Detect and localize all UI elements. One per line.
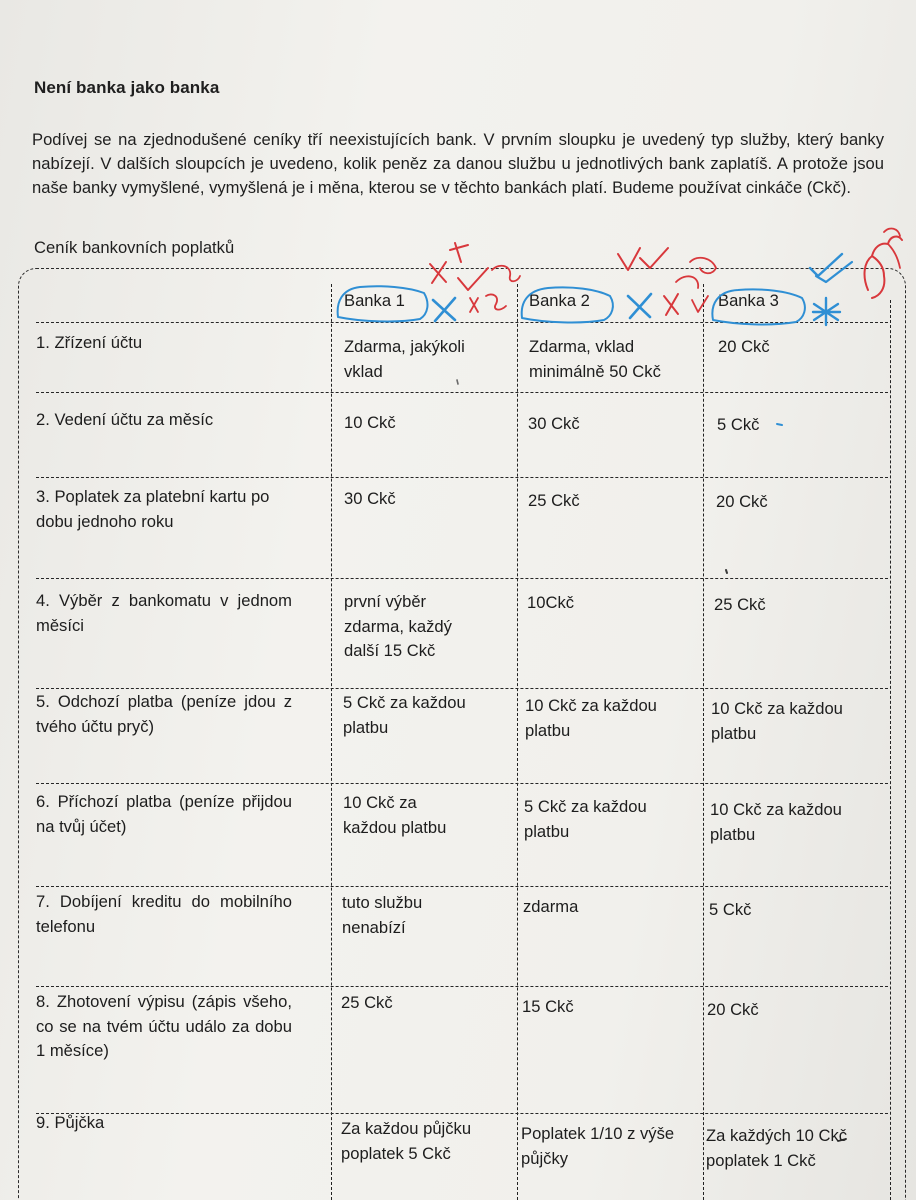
bank-2-fee: 10 Ckč za každou platbu — [525, 696, 657, 740]
service-name: Výběr z bankomatu v jednom měsíci — [36, 591, 292, 635]
bank-3-fee: 20 Ckč — [707, 1000, 759, 1019]
service-name: Zhotovení výpisu (zápis všeho, co se na tvém účtu událo za dobu 1 měsíce) — [36, 992, 292, 1060]
bank-2-fee: Poplatek 1/10 z výše půjčky — [521, 1124, 675, 1168]
row-number: 6. — [36, 792, 50, 811]
bank-1-fee: 25 Ckč — [341, 993, 393, 1012]
bank-2-fee: 5 Ckč za každou platbu — [524, 797, 647, 841]
table-row — [36, 408, 290, 433]
bank-3-fee: Za každých 10 Ckč poplatek 1 Ckč — [706, 1126, 848, 1170]
table-row — [36, 990, 292, 1064]
row-number: 2. — [36, 410, 50, 429]
row-rule — [36, 477, 888, 478]
bank-3-fee: 20 Ckč — [716, 492, 768, 511]
bank-2-fee: zdarma — [523, 897, 579, 916]
bank-1-fee: 30 Ckč — [344, 489, 396, 508]
row-number: 7. — [36, 892, 50, 911]
table-row — [36, 331, 290, 356]
service-name: Vedení účtu za měsíc — [54, 410, 214, 429]
red-check-mark — [640, 248, 668, 268]
table-row — [36, 485, 290, 534]
service-name: Půjčka — [54, 1113, 105, 1132]
table-row — [36, 1111, 290, 1136]
bank-2-fee: 10Ckč — [527, 593, 575, 612]
table-row — [36, 690, 292, 739]
service-name: Poplatek za platební kartu po dobu jednoho roku — [36, 487, 270, 531]
bank-2-fee: 25 Ckč — [528, 491, 580, 510]
service-name: Příchozí platba (peníze přijdou na tvůj účet) — [36, 792, 292, 836]
row-number: 8. — [36, 992, 50, 1011]
table-caption: Ceník bankovních poplatků — [34, 238, 235, 257]
bank-1-fee: 5 Ckč za každou platbu — [343, 693, 466, 737]
row-rule — [36, 783, 888, 784]
bank-1-fee: 10 Ckč za každou platbu — [343, 793, 447, 837]
column-divider — [703, 284, 704, 1200]
row-rule — [36, 986, 888, 987]
bank-3-fee: 5 Ckč — [717, 415, 760, 434]
row-number: 4. — [36, 591, 50, 610]
column-divider — [890, 300, 891, 1200]
bank-1-fee: tuto službu nenabízí — [342, 893, 423, 937]
header-rule — [36, 322, 888, 323]
bank-2-fee: Zdarma, vklad minimálně 50 Ckč — [529, 337, 661, 381]
bank-1-fee: Zdarma, jakýkoli vklad — [344, 337, 465, 381]
bank-3-fee: 10 Ckč za každou platbu — [711, 699, 843, 743]
bank-1-header: Banka 1 — [344, 291, 405, 310]
red-check-mark — [618, 248, 640, 270]
bank-1-fee: 10 Ckč — [344, 413, 396, 432]
bank-2-fee: 30 Ckč — [528, 414, 580, 433]
row-rule — [36, 578, 888, 579]
bank-3-fee: 25 Ckč — [714, 595, 766, 614]
red-hand-drawing — [884, 229, 900, 268]
table-row — [36, 790, 292, 839]
row-number: 5. — [36, 692, 50, 711]
column-divider — [331, 284, 332, 1200]
bank-3-fee: 5 Ckč — [709, 900, 752, 919]
row-rule — [36, 886, 888, 887]
bank-3-fee: 20 Ckč — [718, 337, 770, 356]
service-name: Dobíjení kreditu do mobilního telefonu — [36, 892, 292, 936]
table-row — [36, 890, 292, 939]
service-name: Odchozí platba (peníze jdou z tvého účtu pryč) — [36, 692, 292, 736]
service-name: Zřízení účtu — [54, 333, 143, 352]
row-number: 3. — [36, 487, 50, 506]
column-divider — [517, 284, 518, 1200]
bank-2-header: Banka 2 — [529, 291, 590, 310]
bank-3-header: Banka 3 — [718, 291, 779, 310]
intro-paragraph: Podívej se na zjednodušené ceníky tří neexistujících bank. V prvním sloupku je uvedený typ služby, který banky nabízejí. V dalších sloupcích je uvedeno, kolik peněz za danou službu u jednotlivých bank zaplatíš. A protože jsou naše banky vymyšlené, vymyšlená je i měna, kterou se v těchto bankách platí. Budeme používat cinkáče (Ckč). — [32, 130, 884, 197]
bank-1-fee: Za každou půjčku poplatek 5 Ckč — [341, 1119, 472, 1163]
bank-2-fee: 15 Ckč — [522, 997, 574, 1016]
bank-3-fee: 10 Ckč za každou platbu — [710, 800, 842, 844]
row-number: 1. — [36, 333, 50, 352]
page-title: Není banka jako banka — [34, 78, 220, 97]
row-number: 9. — [36, 1113, 50, 1132]
bank-1-fee: první výběr zdarma, každý další 15 Ckč — [344, 592, 452, 660]
red-x-mark — [450, 243, 468, 262]
table-row — [36, 589, 292, 638]
row-rule — [36, 688, 888, 689]
row-rule — [36, 392, 888, 393]
